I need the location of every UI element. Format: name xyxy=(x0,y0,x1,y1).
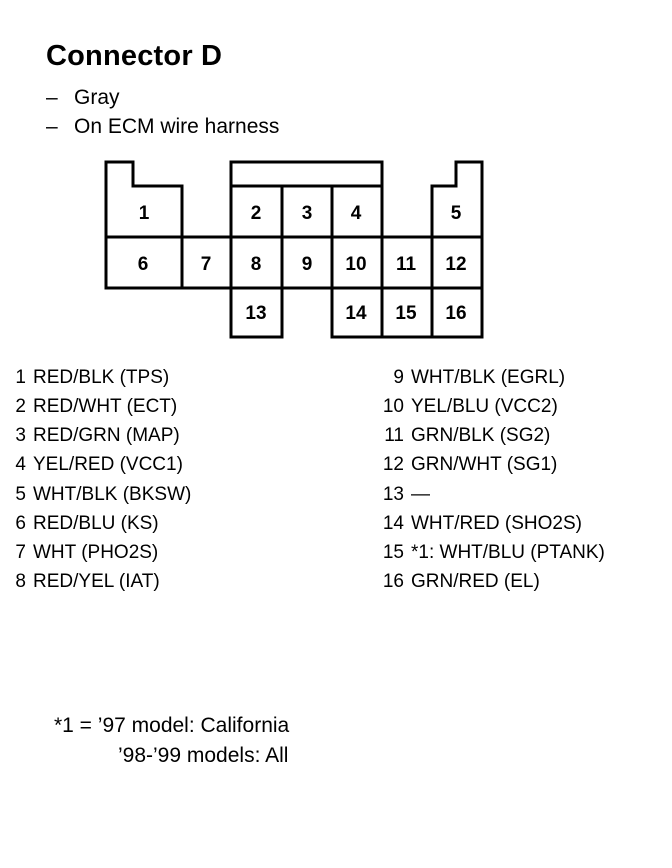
pin-label-12: 12 xyxy=(445,254,467,275)
pin-entry xyxy=(370,483,430,507)
cavity-latch xyxy=(231,162,382,186)
pin-number: 11 xyxy=(384,425,404,446)
pin-number: 14 xyxy=(382,513,404,534)
pin-label-14: 14 xyxy=(345,303,367,324)
pin-wire-label: RED/BLK (TPS) xyxy=(33,367,170,388)
pin-wire-label: GRN/RED (EL) xyxy=(411,571,540,592)
pin-label-6: 6 xyxy=(137,254,149,275)
pin-entry xyxy=(0,395,177,419)
pin-wire-label: YEL/RED (VCC1) xyxy=(33,454,183,475)
connector-title: Connector D xyxy=(46,40,223,72)
pin-number: 5 xyxy=(15,484,26,505)
cavity-5-outline xyxy=(432,162,482,237)
pin-label-4: 4 xyxy=(350,203,362,224)
pin-label-11: 11 xyxy=(395,254,417,275)
pin-entry xyxy=(370,395,558,419)
pin-entry xyxy=(370,541,605,565)
cavity-1-outline xyxy=(106,162,182,237)
pin-label-2: 2 xyxy=(250,203,262,224)
pin-wire-label: RED/BLU (KS) xyxy=(33,513,159,534)
pin-wire-label: WHT/RED (SHO2S) xyxy=(411,513,582,534)
pin-wire-label: — xyxy=(411,484,430,505)
pin-entry xyxy=(370,570,540,594)
pin-entry xyxy=(0,483,191,507)
pin-wire-label: RED/GRN (MAP) xyxy=(33,425,180,446)
pin-label-3: 3 xyxy=(301,203,313,224)
subtitle-color-text: Gray xyxy=(74,86,120,109)
pin-entry xyxy=(0,570,160,594)
pin-entry xyxy=(370,512,582,536)
pin-number: 10 xyxy=(382,396,404,417)
pin-wire-label: GRN/BLK (SG2) xyxy=(411,425,551,446)
pin-label-7: 7 xyxy=(200,254,212,275)
pin-label-1: 1 xyxy=(138,203,150,224)
pin-entry xyxy=(0,424,180,448)
pin-number: 4 xyxy=(15,454,26,475)
dash-marker: – xyxy=(46,115,58,138)
pin-number: 12 xyxy=(382,454,404,475)
pin-entry xyxy=(0,541,158,565)
pin-label-9: 9 xyxy=(301,254,313,275)
pin-wire-label: WHT (PHO2S) xyxy=(33,542,159,563)
pin-wire-label: WHT/BLK (BKSW) xyxy=(33,484,192,505)
connector-diagram xyxy=(0,0,672,360)
pin-wire-label: *1: WHT/BLU (PTANK) xyxy=(411,542,605,563)
footnote-line-1: *1 = ’97 model: California xyxy=(54,714,290,737)
pin-number: 2 xyxy=(15,396,26,417)
pin-label-5: 5 xyxy=(450,203,462,224)
pin-number: 1 xyxy=(15,367,26,388)
pin-number: 16 xyxy=(382,571,404,592)
pin-number: 7 xyxy=(15,542,26,563)
subtitle-location-text: On ECM wire harness xyxy=(74,115,280,138)
pin-entry xyxy=(370,366,565,390)
pin-label-16: 16 xyxy=(445,303,467,324)
pin-number: 15 xyxy=(382,542,404,563)
pin-number: 8 xyxy=(15,571,26,592)
pin-wire-label: RED/WHT (ECT) xyxy=(33,396,178,417)
pin-wire-label: RED/YEL (IAT) xyxy=(33,571,160,592)
pin-label-13: 13 xyxy=(245,303,267,324)
dash-marker: – xyxy=(46,86,58,109)
pin-entry xyxy=(370,424,550,448)
pin-entry xyxy=(0,366,169,390)
pin-entry xyxy=(0,453,183,477)
footnote-line-2: ’98-’99 models: All xyxy=(118,744,289,767)
pin-label-10: 10 xyxy=(345,254,367,275)
pin-wire-label: GRN/WHT (SG1) xyxy=(411,454,558,475)
pin-wire-label: YEL/BLU (VCC2) xyxy=(411,396,558,417)
pin-entry xyxy=(0,512,159,536)
pin-number: 9 xyxy=(393,367,404,388)
pin-number: 3 xyxy=(15,425,26,446)
pin-number: 13 xyxy=(382,484,404,505)
pin-wire-label: WHT/BLK (EGRL) xyxy=(411,367,566,388)
pin-entry xyxy=(370,453,557,477)
pin-label-15: 15 xyxy=(395,303,417,324)
pin-label-8: 8 xyxy=(250,254,262,275)
pin-number: 6 xyxy=(15,513,26,534)
